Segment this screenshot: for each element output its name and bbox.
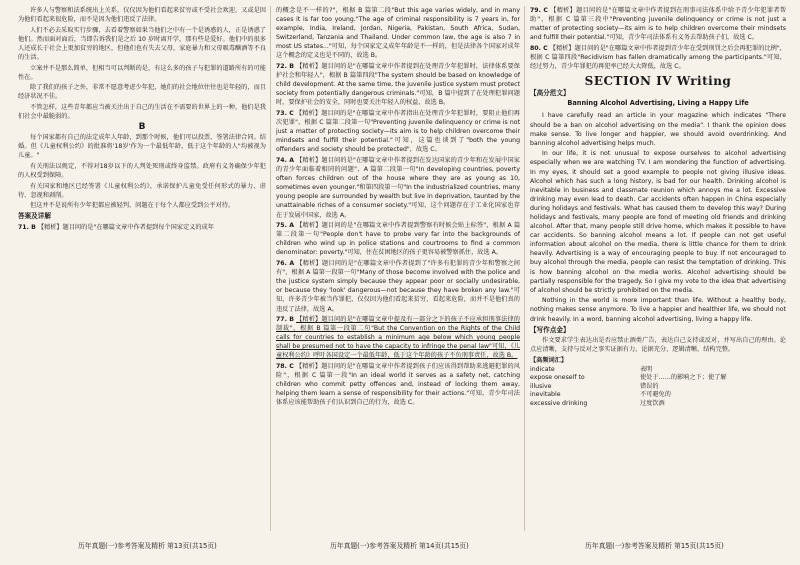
answer-heading: 答案及详解 — [18, 212, 51, 221]
page-footer: 历年真题(一)参考答案及精析 第13页(共15页) — [78, 542, 217, 550]
answer-text: 【精析】题目问的是"在哪篇文章中作者提到每个国家定义的成年 — [37, 223, 214, 231]
paragraph: 有关国家和地区已经签署《儿童权利公约》，承诺保护儿童免受任何形式的暴力、虐待、忽视和剥削。 — [18, 182, 266, 199]
vocab-meaning: 过度饮酒 — [640, 399, 665, 407]
column-page-15 — [530, 6, 786, 526]
paragraph: 人们不必去采取实行步骤，去看着警察如果当他们之中有一个是诱惑的人，正是诱惑了他们。然而面对面后，当即告诉我们是之后 10 岁时离开学，那有些是爱好。他们中的很多人还成长于社会上更加贫穷的地区，但他们也有失去父母，家庭暴力和父母吸毒酗酒等不良的生活。 — [18, 26, 266, 61]
answer-item — [530, 6, 786, 42]
answer-text: 【精析】题目问的是"在哪篇文章中作者指出在处理青少年犯罪时，要阻止他们再次犯罪"，根据 C 篇第二段第一句"Preventing juvenile delinquency or crime is not just a matter of protecting society—its aim is to help children overcome their mindsets and fulfill their potential."可知，这篇也谈到了"both the young offenders and society should be protected"，故选 C。 — [276, 110, 520, 154]
answer-item — [276, 259, 520, 314]
answer-number: 75. A — [276, 222, 295, 230]
vocab-meaning: 表明 — [640, 365, 653, 373]
vocab-term: indicate — [530, 365, 555, 373]
essay-title: Banning Alcohol Advertising, Living a Happy Life — [567, 99, 749, 108]
answer-item — [276, 6, 520, 61]
answer-number: 80. C — [530, 44, 548, 52]
answer-number: 78. C — [276, 363, 294, 371]
vocab-term: expose oneself to — [530, 374, 585, 382]
answer-item — [276, 362, 520, 407]
answer-number: 72. B — [276, 63, 294, 71]
model-essay-tag: 【高分范文】 — [530, 89, 570, 98]
column-page-14 — [276, 6, 520, 526]
answer-text: 【精析】题目问的是"在哪篇文章中作者提到青少年在受到刑罚之后会再犯罪的比例"，根据 C 篇第四段"Recidivism has fallen dramatically among the participants."可知，经过努力，青少年罪犯的再犯率已经大大降低，故选 C。 — [530, 44, 786, 71]
vocab-meaning: 使处于……的影响之下；使了解 — [640, 374, 727, 382]
answer-text: 【精析】题目问的是"在哪篇文章中作者提到在刑事司法体系中给予青少年犯罪者帮助"，根据 C 篇第三段中"Preventing juvenile delinquency or crime is not just a matter of protecting society—its aim is to help children overcome their mindsets and fulfill their potential."可知，青少年司法体系有义务去帮助孩子们，故选 C。 — [530, 7, 786, 42]
answer-text: 的概念是不一样的?"，根据 B 篇第二段"But this age varies widely, and in many cases it is far too young."The age of criminal responsibility is 7 years in, for example, India, Ireland, Jordan, Nigeria, Pakistan, South Africa, Sudan, Switzerland, Tanzania and Thailand. Under common law, the age is also 7 in most US states..."可知，每个国家定义成年年龄是不一样的，但是法律各个国家对成年这个概念的定义也是不同的，故选 B。 — [276, 7, 520, 60]
answer-number: 77. B — [276, 316, 294, 324]
answer-number: 79. C — [530, 7, 548, 14]
answer-item — [530, 44, 786, 71]
column-divider — [270, 6, 271, 531]
answer-text: 【精析】题目问的是"在哪篇文章中作者提到了"许多有犯罪的青少年和警察之间有"，根据 A 篇第一段第一句"Many of those become involved with the police and the justice system simply because they appear poor or socially undesirable, or because they 'look' dangerous—not because they have broken any law."可知，许多青少年被当作罪犯，仅仅因为他们看起来贫穷，看起来危险，而并不是他们真的违反了法律，故选 A。 — [276, 260, 520, 313]
paragraph: 除了我们的孩子之外，非常不愿意考虑少年犯，她们的社会地位往往也是年轻的，而且经济状况不佳。 — [18, 84, 266, 101]
section-b-heading: B — [138, 122, 146, 133]
answer-item — [276, 221, 520, 257]
answer-text: 【精析】题目问的是"在哪篇文章中作者提到在处理青少年犯罪时，法律体系要保护社会和年轻人"，根据 B 篇第四段"The system should be based on knowledge of child development. At the same time, the juvenile justice system must protect society from potentially dangerous criminals."可知，B 篇中提到了在处理犯罪问题时，要保护社会的安全，同时也要关注年轻人的权益，故选 B。 — [276, 63, 520, 107]
column-page-13 — [18, 6, 266, 526]
answer-item — [276, 62, 520, 107]
essay-paragraph: Nothing in the world is more important than life. Without a healthy body, nothing makes sense anymore. To live a happier and healthier life, we should not drink heavily. In a word, banning alcohol advertising, living a happy life. — [530, 297, 786, 323]
answer-number: 76. A — [276, 260, 295, 268]
vocab-heading: 【高频词汇】 — [530, 356, 568, 364]
answer-item — [276, 156, 520, 220]
answer-text: 【精析】题目问的是"在哪篇文章中作者提到孩子们应该得到帮助来逃避犯罪的风险"，根据 C 篇第一段"In an ideal world it serves as a safety net, catching children who commit petty offences and, instead of locking them away, helping them learn a sense of responsibility for their actions."可知，青少年司法体系应该能帮助孩子们认识到自己的行为，故选 C。 — [276, 363, 520, 407]
answer-text: 【精析】题目问的是"在哪篇文章中作者提到在发达国家的青少年和在发展中国家的青少年面临着相同的问题"，A 篇第二段第一句"In developing countries, poverty often forces children out of the house where they are as young as 10, sometimes even younger."和第四段第一句"In the industrialized countries, many young people are surrounded by wealth but live in deprivation, taunted by the unattainable riches of a consumer society."可知，这个问题存在于工业化国家也存在于发展中国家，故选 A。 — [276, 157, 520, 219]
vocab-meaning: 不可避免的 — [640, 391, 671, 399]
vocab-list — [530, 366, 786, 408]
paragraph: 不管怎样，这些青年都应当被关注出于自己的生活在不需要的世界上的一种，他们是我们社会中最脆弱的。 — [18, 103, 266, 121]
answer-item — [276, 109, 520, 154]
vocab-meaning: 错误的 — [640, 382, 659, 390]
answer-item — [276, 315, 520, 360]
answer-text: 【精析】题目问的是"在哪篇文章中作者提到警察有时候会贴上标签"，根据 A 篇第二段第一句"People don't have to probe very far into the backgrounds of children who wind up in police stations and courtrooms to find a common denominator: poverty."可知，住在贫困地区的孩子更容易被警察抓住，故选 A。 — [276, 222, 520, 257]
answer-number: 73. C — [276, 110, 294, 118]
essay-paragraph: In our life, it is not unusual to expose ourselves to alcohol advertising especially when we are watching TV. I am wondering the function of advertising. In my eyes, it should set a good example to people not giving illusive ideas. Alcohol which has such a long history, is bad for our health. Drinking alcohol is inevitable in business and classmate reunion which annoys me a lot. Excessive drinking may even lead to death. Car accidents often happen in China especially during holidays and festivals. What has caused them to develop this way? During holidays and festivals, many people are fond of meeting old friends and drinking alcohol. After that, many people still drive home, which makes it possible to have car accidents. So banning alcohol means a lot. If people can not get useful information about alcohol on the media, there is little chance for them to drink heavily. Advertising is a way of encouraging people to buy. If not encouraged to buy alcohol through the media, people can resist the temptation of drinking. This is how banning alcohol on the media works. Alcohol advertising should be partially responsible for the tragedy. So I give my vote to the idea that advertising of alcohol should be strictly prohibited on the media. — [530, 150, 786, 294]
page-footer: 历年真题(一)参考答案及精析 第14页(共15页) — [330, 542, 469, 550]
paragraph: 但这并不是说所有少年犯都应被轻判，问题在于每个人都应受到公平对待。 — [30, 202, 235, 210]
writing-tips-text: 作文要求学生表达出是否应禁止酒类广告，表达自己支持或反对，并写出自己的理由。论点应清晰，支持与反对之事实证据有力，论据充分，逻辑清晰，结构完整。 — [530, 336, 786, 353]
section-title: SECTION IV Writing — [584, 74, 732, 89]
paragraph: 有关刑法以规定，不得对18岁以下的人判处死刑或终身监禁。政府有义务确保少年犯的人权受到保障。 — [18, 163, 266, 180]
vocab-term: excessive drinking — [530, 399, 588, 407]
paragraph: 每个国家都有自己的法定成年人年龄，到那个时候，他们可以投票、签署法律合同。结婚。但《儿童权利公约》的批准将'18岁'作为一个最低年龄，低于这个年龄的人"均被视为儿童。" — [18, 134, 266, 160]
answer-number: 71. B — [18, 223, 36, 231]
writing-tips-tag: 【写作点金】 — [530, 325, 570, 334]
paragraph: 许多人与警察和法系统出上关系，仅仅因为他们看起来贫穷或不受社会欢迎，又或是因为他们看起来很危险，而不是因为他们违反了法律。 — [18, 7, 266, 24]
essay-paragraph: I have carefully read an article in your magazine which indicates "There should be a ban on alcohol advertising on the media". I thank the opinion does make sense. To live longer and happier, we should avoid overdrinking. And banning alcohol advertising helps much. — [530, 112, 786, 147]
page-footer: 历年真题(一)参考答案及精析 第15页(共15页) — [585, 542, 724, 550]
paragraph: 立案并不是那么简单，但相当可以判断的是，有这么多的孩子与犯罪的道路所有的可能性在。 — [18, 64, 266, 81]
vocab-term: inevitable — [530, 391, 561, 399]
answer-number: 74. A — [276, 157, 295, 164]
column-divider — [524, 6, 525, 531]
answer-item — [18, 223, 266, 232]
vocab-term: illusive — [530, 382, 552, 390]
answer-text: 【精析】题目问的是"在哪篇文章中提及有一部分之下的孩子不应承担刑事法律的制裁"，根据 B 篇第一段第二句"But the Convention on the Rights of the Child calls for countries to establish a minimum age below which young people shall be presumed not to have the capacity to infringe the penal law"可知，《儿童权利公约》呼吁各国设定一个最低年龄，低于这个年龄的孩子不负刑事责任，故选 B。 — [276, 316, 520, 360]
